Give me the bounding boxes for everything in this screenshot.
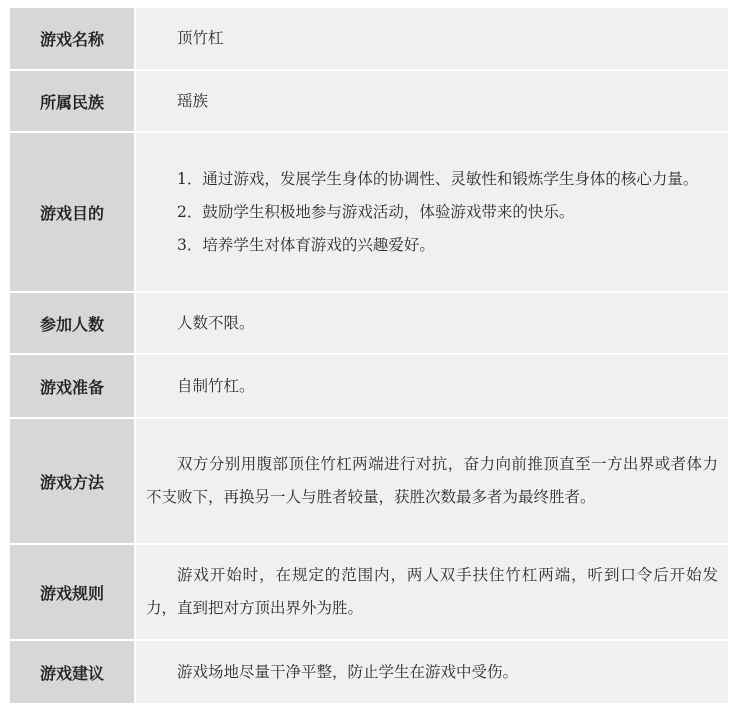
row-paragraph: 3．培养学生对体育游戏的兴趣爱好。 [177,235,435,254]
row-value [135,132,728,292]
row-paragraph: 游戏场地尽量干净平整，防止学生在游戏中受伤。 [177,662,519,681]
row-value [135,544,728,640]
row-paragraph: 2．鼓励学生积极地参与游戏活动，体验游戏带来的快乐。 [177,202,575,221]
table-row [10,640,728,704]
row-paragraph: 人数不限。 [177,313,255,332]
table-row [10,354,728,418]
row-paragraph: 顶竹杠 [177,29,224,47]
row-value [135,292,728,354]
row-value [135,640,728,704]
row-label: 游戏名称 [10,8,135,70]
row-paragraph: 游戏开始时，在规定的范围内，两人双手扶住竹杠两端，听到口令后开始发力，直到把对方顶出界外为胜。 [146,566,718,617]
table-row [10,418,728,544]
row-paragraph: 双方分别用腹部顶住竹杠两端进行对抗，奋力向前推顶直至一方出界或者体力不支败下，再换另一人与胜者较量，获胜次数最多者为最终胜者。 [146,455,718,506]
row-value [135,8,728,70]
row-label: 游戏准备 [10,354,135,418]
row-label: 游戏目的 [10,132,135,292]
row-label: 所属民族 [10,70,135,132]
table-row [10,70,728,132]
row-label: 参加人数 [10,292,135,354]
game-info-table [10,8,728,705]
row-value [135,418,728,544]
row-paragraph: 自制竹杠。 [177,376,255,395]
row-value [135,70,728,132]
table-row [10,132,728,292]
table-row [10,544,728,640]
row-paragraph: 瑶族 [177,91,209,110]
row-label: 游戏规则 [10,544,135,640]
table-row [10,292,728,354]
row-paragraph: 1．通过游戏，发展学生身体的协调性、灵敏性和锻炼学生身体的核心力量。 [177,169,699,188]
row-label: 游戏方法 [10,418,135,544]
table-row [10,8,728,70]
row-label: 游戏建议 [10,640,135,704]
row-value [135,354,728,418]
